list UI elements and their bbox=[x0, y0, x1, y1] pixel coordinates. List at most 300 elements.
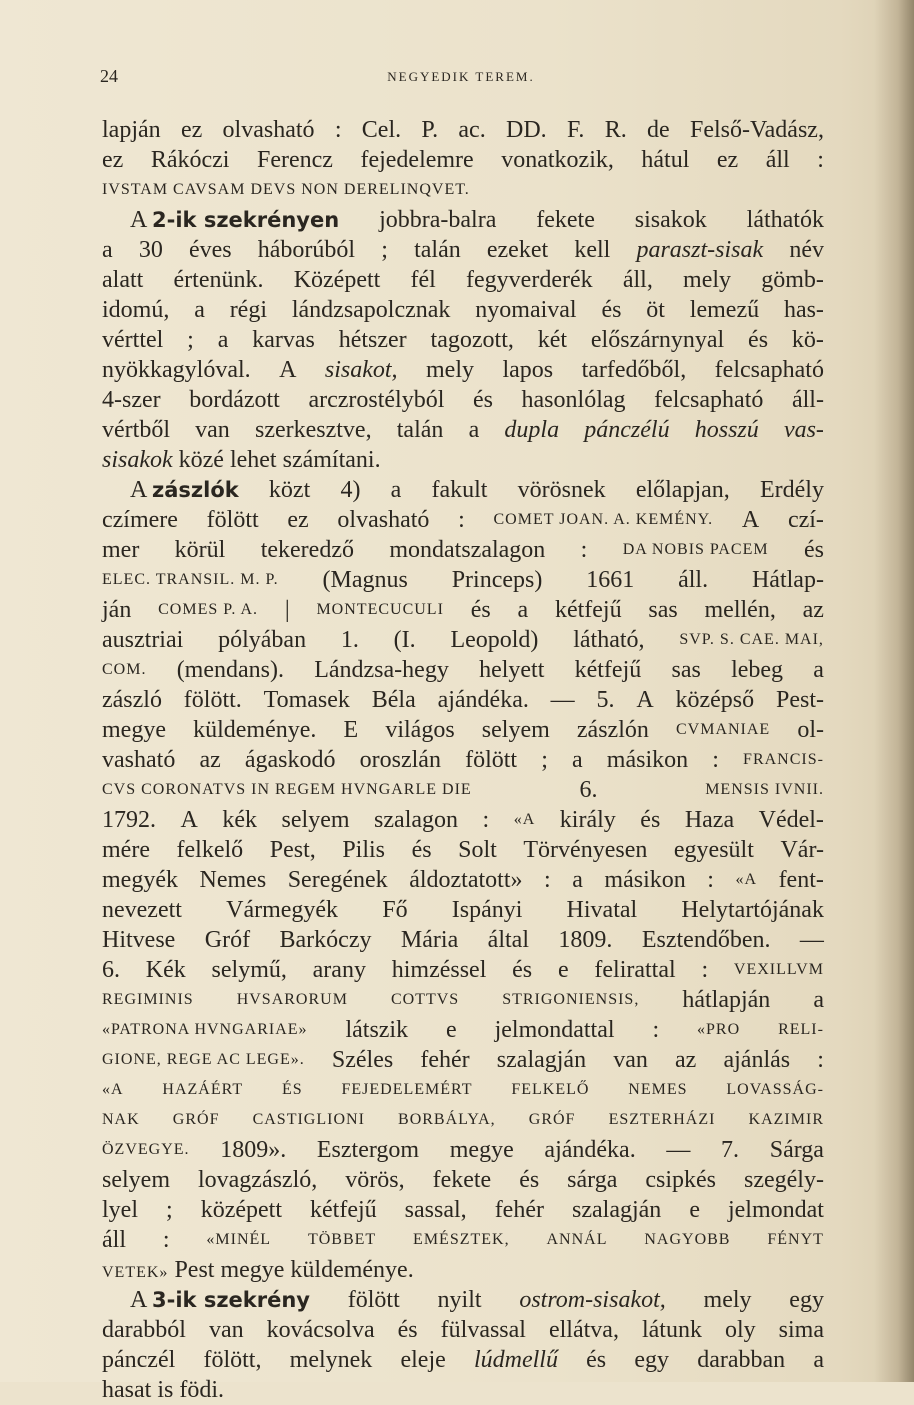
text-line bbox=[102, 1375, 824, 1405]
word: sassal, bbox=[404, 1197, 467, 1223]
word: : bbox=[652, 1017, 660, 1043]
word: Esztendőben. bbox=[641, 927, 771, 953]
word: háborúból bbox=[257, 237, 356, 263]
word: alatt bbox=[102, 267, 144, 293]
word: kék bbox=[222, 807, 258, 833]
word: ÖZVEGYE. bbox=[102, 1141, 190, 1158]
word: van bbox=[613, 1047, 648, 1073]
word: selymű, bbox=[211, 957, 287, 983]
word: Hivatal bbox=[566, 897, 638, 923]
word: COMET JOAN. A. KEMÉNY. bbox=[493, 511, 714, 528]
word: zászlón bbox=[576, 717, 649, 743]
word: nyilt bbox=[437, 1287, 482, 1313]
word: NEMES bbox=[628, 1081, 688, 1098]
word: GRÓF bbox=[172, 1111, 220, 1128]
word: A bbox=[741, 507, 760, 533]
text-line bbox=[102, 925, 824, 955]
word: : bbox=[482, 807, 490, 833]
word: szalagján bbox=[496, 1047, 587, 1073]
word: «A bbox=[102, 1081, 124, 1098]
word: pánczélú bbox=[584, 417, 670, 443]
word: fekete bbox=[536, 207, 595, 233]
word: lapos bbox=[502, 357, 554, 383]
word: vörösnek bbox=[517, 477, 606, 503]
word: — bbox=[666, 1137, 691, 1163]
word: GRÓF bbox=[528, 1111, 576, 1128]
word: ol- bbox=[797, 717, 824, 743]
text-line bbox=[102, 625, 824, 655]
word: Vármegyék bbox=[226, 897, 339, 923]
word: középett bbox=[200, 1197, 282, 1223]
word: és bbox=[470, 597, 491, 623]
word: idomú, bbox=[102, 297, 170, 323]
word: Ferencz bbox=[256, 147, 333, 173]
word: Tomasek bbox=[263, 687, 350, 713]
word: GIONE, REGE AC LEGE». bbox=[102, 1051, 305, 1068]
word: Nemes bbox=[199, 867, 267, 893]
word: fejedelemre bbox=[360, 147, 474, 173]
word: KAZIMIR bbox=[748, 1111, 824, 1128]
text-line bbox=[102, 685, 824, 715]
word: TÖBBET bbox=[307, 1231, 377, 1248]
word: ez bbox=[287, 507, 309, 533]
word: zászló bbox=[102, 687, 162, 713]
word: a bbox=[572, 747, 583, 773]
word: hátlapján bbox=[682, 987, 771, 1013]
word: Helytartójának bbox=[681, 897, 824, 923]
text-line bbox=[102, 1165, 824, 1195]
word: czí- bbox=[787, 507, 824, 533]
word: BORBÁLYA, bbox=[398, 1111, 496, 1128]
word: : bbox=[162, 1227, 170, 1253]
text-line bbox=[102, 1045, 824, 1075]
word: tagozott, bbox=[430, 327, 514, 353]
word: kell bbox=[574, 237, 611, 263]
word: és bbox=[411, 837, 432, 863]
text-line bbox=[102, 715, 824, 745]
word: Barkóczy bbox=[279, 927, 372, 953]
text-line bbox=[102, 475, 824, 505]
word: has- bbox=[783, 297, 824, 323]
word: az bbox=[199, 747, 221, 773]
word: lebeg bbox=[731, 657, 784, 683]
text-line bbox=[102, 235, 824, 265]
word: HVSARORUM bbox=[236, 991, 348, 1008]
word: DD. bbox=[506, 117, 547, 143]
word: felcsapható bbox=[654, 387, 764, 413]
word: melynek bbox=[289, 1347, 373, 1373]
word: : bbox=[707, 867, 714, 893]
word: — bbox=[550, 687, 575, 713]
word: paraszt-sisak bbox=[636, 237, 764, 263]
word: nevezett bbox=[102, 897, 182, 923]
word: egy bbox=[634, 1347, 669, 1373]
word: VETEK» Pest megye küldeménye. bbox=[102, 1257, 414, 1283]
word: gömb- bbox=[761, 267, 824, 293]
word: egyesült bbox=[673, 837, 754, 863]
word: : bbox=[580, 537, 588, 563]
word: szalagján bbox=[572, 1197, 662, 1223]
word: lúdmellű bbox=[473, 1347, 558, 1373]
word: és bbox=[472, 387, 493, 413]
word: előlapjan, bbox=[635, 477, 730, 503]
word: CVMANIAE bbox=[675, 721, 771, 738]
word: közt bbox=[268, 477, 311, 503]
word: király bbox=[559, 807, 616, 833]
word: selyem bbox=[102, 1167, 170, 1193]
word: öt bbox=[646, 297, 665, 323]
word: talán bbox=[396, 417, 444, 443]
word: ajándéka. bbox=[437, 687, 529, 713]
word: mely bbox=[703, 1287, 752, 1313]
word: 5. bbox=[596, 687, 615, 713]
word: oroszlán bbox=[359, 747, 441, 773]
word: Béla bbox=[371, 687, 416, 713]
word: lapján bbox=[102, 117, 161, 143]
word: kétfejű bbox=[554, 597, 622, 623]
word: ezeket bbox=[486, 237, 549, 263]
word: és bbox=[601, 297, 622, 323]
word: felirattal bbox=[594, 957, 676, 983]
word: LOVASSÁG- bbox=[726, 1081, 824, 1098]
word: EMÉSZTEK, bbox=[413, 1231, 510, 1248]
word: helyett bbox=[479, 657, 545, 683]
word: és bbox=[586, 1347, 607, 1373]
word: A bbox=[180, 807, 198, 833]
word: nyomaival bbox=[475, 297, 577, 323]
text-line bbox=[102, 355, 824, 385]
word: szerkesztve, bbox=[254, 417, 372, 443]
word: fölött bbox=[206, 507, 259, 533]
word: ez bbox=[716, 147, 739, 173]
text-line bbox=[102, 655, 824, 685]
word: A bbox=[279, 357, 297, 383]
word: IVSTAM CAVSAM DEVS NON DERELINQVET. bbox=[102, 181, 470, 198]
word: oly bbox=[724, 1317, 756, 1343]
word: sisakok közé lehet számítani. bbox=[102, 447, 381, 473]
word: (Magnus bbox=[322, 567, 408, 593]
word: ELEC. TRANSIL. M. P. bbox=[102, 571, 279, 588]
word: mely bbox=[683, 267, 732, 293]
word: éves bbox=[188, 237, 232, 263]
word: 1809. bbox=[558, 927, 613, 953]
word: (mendans). bbox=[176, 657, 284, 683]
word: régi bbox=[229, 297, 267, 323]
word: Védel- bbox=[758, 807, 824, 833]
word: karvas bbox=[252, 327, 315, 353]
word: a bbox=[813, 657, 824, 683]
word: Seregének bbox=[287, 867, 388, 893]
text-line bbox=[102, 445, 824, 475]
word: ágaskodó bbox=[244, 747, 336, 773]
word: láthatók bbox=[746, 207, 824, 233]
word: ANNÁL bbox=[546, 1231, 608, 1248]
word: Sárga bbox=[769, 1137, 824, 1163]
word: Ispányi bbox=[451, 897, 523, 923]
word: szalagon bbox=[374, 807, 459, 833]
word: 30 bbox=[138, 237, 163, 263]
word: ez bbox=[102, 147, 124, 173]
word: ac. bbox=[458, 117, 486, 143]
word: hasonlólag bbox=[521, 387, 626, 413]
word: selyem bbox=[481, 717, 550, 743]
bold-heading-word: A zászlók bbox=[130, 477, 239, 503]
word: darabból bbox=[102, 1317, 186, 1343]
word: középső bbox=[675, 687, 755, 713]
word: tarfedőből, bbox=[581, 357, 687, 383]
text-line bbox=[102, 175, 824, 205]
text-line bbox=[102, 1075, 824, 1105]
word: a bbox=[813, 1347, 824, 1373]
word: által bbox=[487, 927, 529, 953]
word: a bbox=[102, 237, 113, 263]
word: az bbox=[802, 597, 824, 623]
word: : bbox=[458, 507, 465, 533]
word: vasható bbox=[102, 747, 176, 773]
text-line bbox=[102, 385, 824, 415]
word: másikon bbox=[606, 747, 689, 773]
word: van bbox=[195, 417, 230, 443]
word: vérttel bbox=[102, 327, 164, 353]
word: 1661 bbox=[586, 567, 635, 593]
word: hétszer bbox=[338, 327, 407, 353]
text-line bbox=[102, 115, 824, 145]
word: Rákóczi bbox=[150, 147, 230, 173]
word: jelmondattal bbox=[494, 1017, 615, 1043]
word: a bbox=[194, 297, 205, 323]
word: sas bbox=[648, 597, 678, 623]
text-line bbox=[102, 565, 824, 595]
word: STRIGONIENSIS, bbox=[502, 991, 640, 1008]
word: a bbox=[468, 417, 480, 443]
word: selyem bbox=[281, 807, 350, 833]
word: fehér bbox=[420, 1047, 470, 1073]
word: e bbox=[446, 1017, 457, 1043]
word: a bbox=[390, 477, 402, 503]
word: : bbox=[817, 1047, 824, 1073]
word: vonatkozik, bbox=[501, 147, 614, 173]
word: ; bbox=[187, 327, 194, 353]
word: e bbox=[557, 957, 569, 983]
word: Pest- bbox=[775, 687, 824, 713]
word: FEJEDELEMÉRT bbox=[341, 1081, 473, 1098]
word: hosszú bbox=[694, 417, 759, 443]
word: dupla bbox=[504, 417, 560, 443]
word: RELI- bbox=[778, 1021, 824, 1038]
word: hasat is födi. bbox=[102, 1377, 224, 1403]
word: | bbox=[284, 597, 290, 623]
text-line bbox=[102, 145, 824, 175]
word: másikon bbox=[604, 867, 686, 893]
word: ajánlás bbox=[723, 1047, 791, 1073]
word: világos bbox=[385, 717, 455, 743]
word: MONTECUCULI bbox=[316, 601, 444, 618]
word: fölött bbox=[347, 1287, 400, 1313]
word: kétfejű bbox=[310, 1197, 377, 1223]
word: áll bbox=[102, 1227, 126, 1253]
text-line bbox=[102, 295, 824, 325]
word: pólyában bbox=[218, 627, 307, 653]
text-line bbox=[102, 895, 824, 925]
word: lovagzászló, bbox=[197, 1167, 318, 1193]
word: mely bbox=[426, 357, 475, 383]
page-edge-shadow bbox=[874, 0, 914, 1382]
word: a bbox=[572, 867, 583, 893]
text-line bbox=[102, 1345, 824, 1375]
word: megye bbox=[102, 717, 166, 743]
text-line bbox=[102, 775, 824, 805]
word: Fő bbox=[382, 897, 408, 923]
word: a bbox=[217, 327, 229, 353]
word: de bbox=[647, 117, 670, 143]
text-line bbox=[102, 835, 824, 865]
word: 1809». bbox=[220, 1137, 287, 1163]
word: A bbox=[636, 687, 654, 713]
word: darabban bbox=[697, 1347, 786, 1373]
word: SVP. S. CAE. MAI, bbox=[679, 631, 824, 648]
word: ; bbox=[166, 1197, 173, 1223]
word: eleje bbox=[400, 1347, 446, 1373]
word: értenünk. bbox=[173, 267, 264, 293]
text-line bbox=[102, 1105, 824, 1135]
text-line bbox=[102, 1225, 824, 1255]
word: fölött bbox=[465, 747, 518, 773]
word: vas- bbox=[783, 417, 824, 443]
text-line bbox=[102, 265, 824, 295]
word: körül bbox=[174, 537, 226, 563]
word: olvasható bbox=[337, 507, 430, 533]
text-line bbox=[102, 745, 824, 775]
word: : bbox=[701, 957, 709, 983]
word: és bbox=[519, 1167, 540, 1193]
text-line bbox=[102, 205, 824, 235]
word: Solt bbox=[458, 837, 497, 863]
word: : bbox=[712, 747, 719, 773]
word: Törvényesen bbox=[523, 837, 648, 863]
word: CVS CORONATVS IN REGEM HVNGARLE DIE bbox=[102, 781, 472, 798]
word: : bbox=[544, 867, 551, 893]
word: Esztergom bbox=[316, 1137, 420, 1163]
word: név bbox=[789, 237, 824, 263]
word: COM. bbox=[102, 661, 147, 678]
word: Erdély bbox=[759, 477, 824, 503]
word: mer bbox=[102, 537, 140, 563]
word: csipkés bbox=[645, 1167, 717, 1193]
word: (I. bbox=[393, 627, 416, 653]
word: szegély- bbox=[744, 1167, 824, 1193]
word: Gróf bbox=[204, 927, 251, 953]
word: — bbox=[799, 927, 824, 953]
word: «A bbox=[735, 871, 758, 888]
word: pánczél bbox=[102, 1347, 176, 1373]
word: Középett bbox=[293, 267, 381, 293]
bold-heading-word: A 2-ik szekrényen bbox=[130, 207, 340, 233]
word: 6. bbox=[102, 957, 120, 983]
word: Felső-Vadász, bbox=[689, 117, 824, 143]
text-line bbox=[102, 415, 824, 445]
word: : bbox=[334, 117, 342, 143]
word: Vár- bbox=[780, 837, 824, 863]
word: ; bbox=[541, 747, 548, 773]
word: «A bbox=[513, 811, 536, 828]
word: ; bbox=[381, 237, 388, 263]
text-line bbox=[102, 1135, 824, 1165]
text-line bbox=[102, 595, 824, 625]
word: vörös, bbox=[345, 1167, 405, 1193]
word: lándzsapolcznak bbox=[291, 297, 451, 323]
word: 4) bbox=[340, 477, 361, 503]
word: ostrom-sisakot, bbox=[519, 1287, 666, 1313]
text-line bbox=[102, 325, 824, 355]
word: és bbox=[803, 537, 824, 563]
word: HAZÁÉRT bbox=[162, 1081, 244, 1098]
word: áll- bbox=[791, 387, 824, 413]
word: CASTIGLIONI bbox=[252, 1111, 365, 1128]
word: czímere bbox=[102, 507, 178, 533]
word: áll. bbox=[678, 567, 709, 593]
word: arany bbox=[312, 957, 366, 983]
word: és bbox=[748, 327, 769, 353]
word: Hitvese bbox=[102, 927, 176, 953]
word: ez bbox=[180, 117, 203, 143]
word: Lándzsa-hegy bbox=[314, 657, 449, 683]
word: kétfejű bbox=[574, 657, 642, 683]
text-line bbox=[102, 1195, 824, 1225]
text-line bbox=[102, 805, 824, 835]
text-line bbox=[102, 505, 824, 535]
word: küldeménye. bbox=[193, 717, 317, 743]
word: arczrostélyból bbox=[308, 387, 445, 413]
word: mondatszalagon bbox=[389, 537, 546, 563]
word: két bbox=[537, 327, 568, 353]
word: MENSIS IVNII. bbox=[705, 781, 824, 798]
word: E bbox=[343, 717, 359, 743]
word: ellátva, bbox=[548, 1317, 619, 1343]
word: fekete bbox=[432, 1167, 492, 1193]
word: sisakot, bbox=[324, 357, 398, 383]
word: R. bbox=[604, 117, 627, 143]
word: sárga bbox=[567, 1167, 618, 1193]
word: hátul bbox=[641, 147, 690, 173]
word: : bbox=[817, 147, 824, 173]
word: ESZTERHÁZI bbox=[608, 1111, 716, 1128]
word: a bbox=[517, 597, 529, 623]
word: kö- bbox=[791, 327, 824, 353]
word: előszárnynyal bbox=[590, 327, 725, 353]
bold-heading-word: A 3-ik szekrény bbox=[130, 1287, 310, 1313]
word: kovácsolva bbox=[266, 1317, 375, 1343]
text-line bbox=[102, 985, 824, 1015]
text-line bbox=[102, 955, 824, 985]
word: jobbra-balra bbox=[379, 207, 497, 233]
word: DA NOBIS PACEM bbox=[622, 541, 769, 558]
word: Kék bbox=[145, 957, 186, 983]
word: ajándéka. bbox=[544, 1137, 636, 1163]
text-line bbox=[102, 1015, 824, 1045]
word: «MINÉL bbox=[206, 1231, 272, 1248]
word: Leopold) bbox=[450, 627, 539, 653]
word: ÉS bbox=[281, 1081, 303, 1098]
text-line bbox=[102, 1255, 824, 1285]
word: fegyverderék bbox=[466, 267, 593, 293]
word: Haza bbox=[684, 807, 735, 833]
word: 6. bbox=[579, 777, 598, 803]
word: mére bbox=[102, 837, 150, 863]
word: felkelő bbox=[176, 837, 244, 863]
word: Hátlap- bbox=[751, 567, 824, 593]
word: ausztriai bbox=[102, 627, 184, 653]
word: tekeredző bbox=[260, 537, 354, 563]
